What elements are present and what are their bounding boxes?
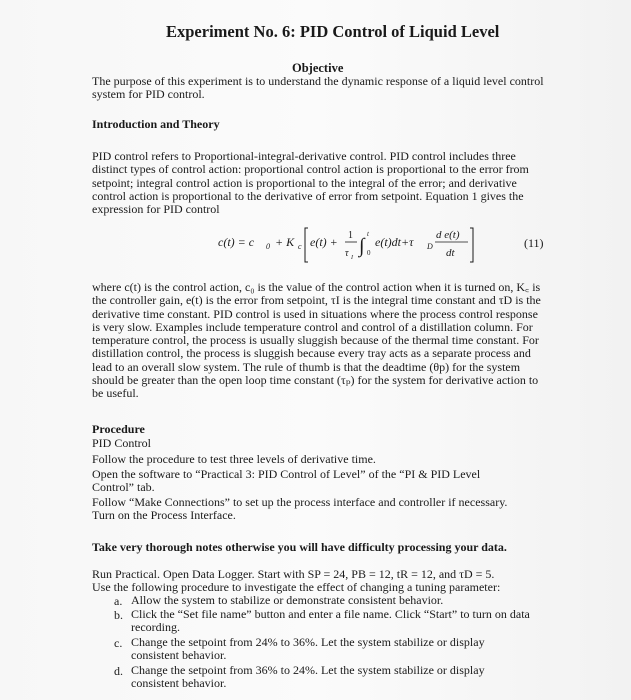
- where-text: where c(t) is the control action, c₀ is the value of the control action when it is turned on, K꜀ is the controller gain, e(t) is the error from setpoint, τI is the integral time constant and τD is the derivative time constant. PID control is used in situations where the process control response is very slow. Examples include temperature control and control of a distillation column. For temperature control, the process is usually sluggish because of the thermal time constant. For distillation control, the process is sluggish because every tray acts as a separate process and lead to an overall slow system. The rule of thumb is that the deadtime (θp) for the system should be greater than the open loop time constant (τₚ) for the system for derivative action to be useful.: [92, 280, 541, 401]
- eq-right-bracket: [470, 228, 473, 262]
- list-marker: b.: [114, 608, 123, 622]
- eq-int-lower: 0: [367, 249, 371, 257]
- list-marker: a.: [114, 594, 123, 608]
- intro-text: PID control refers to Proportional-integral-derivative control. PID control includes three distinct types of control action: proportional control action is proportional to the error from setpoint; integral control action is proportional to the integral of the error; and derivative control action is proportional to the derivative of error from setpoint. Equation 1 gives the expression for PID control: [92, 149, 529, 217]
- procedure-subheading: PID Control: [92, 436, 152, 450]
- eq-deriv-den: dt: [446, 247, 455, 259]
- list-item: Change the setpoint from 36% to 24%. Let the system stabilize or display consistent behavior.: [131, 663, 485, 691]
- eq-int-upper: t: [367, 230, 369, 238]
- run-line-2: Use the following procedure to investigate the effect of changing a tuning parameter:: [92, 580, 501, 594]
- eq-deriv-num: d e(t): [436, 229, 460, 241]
- eq-left-bracket: [305, 228, 308, 262]
- eq-integral-sign: ∫: [359, 235, 365, 257]
- equation-number: (11): [524, 236, 544, 250]
- list-item: Allow the system to stabilize or demonstrate consistent behavior.: [131, 593, 444, 607]
- list-item: Change the setpoint from 24% to 36%. Let the system stabilize or display consistent behavior.: [131, 635, 485, 663]
- eq-e-t: e(t) +: [310, 235, 338, 249]
- list-marker: c.: [114, 636, 123, 650]
- intro-heading: Introduction and Theory: [92, 117, 220, 131]
- eq-kc-sub: c: [298, 242, 302, 251]
- procedure-line-4: Turn on the Process Interface.: [92, 508, 236, 522]
- eq-integrand: e(t)dt+τ: [375, 235, 414, 249]
- procedure-line-2: Open the software to “Practical 3: PID Control of Level” of the “PI & PID Level: [92, 467, 481, 481]
- notes-warning: Take very thorough notes otherwise you will have difficulty processing your data.: [92, 540, 507, 554]
- eq-tau-i-sub: I: [351, 255, 353, 261]
- eq-c0-sub: 0: [266, 242, 270, 251]
- objective-text: The purpose of this experiment is to understand the dynamic response of a liquid level control system for PID control.: [92, 74, 544, 102]
- objective-heading: Objective: [292, 61, 344, 75]
- eq-tau-d-sub: D: [427, 242, 433, 251]
- procedure-line-2b: Control” tab.: [92, 480, 155, 494]
- procedure-heading: Procedure: [92, 422, 145, 436]
- eq-plus-k: + K: [275, 235, 295, 249]
- procedure-line-3: Follow “Make Connections” to set up the process interface and controller if necessary.: [92, 495, 508, 509]
- list-item: Click the “Set file name” button and enter a file name. Click “Start” to turn on data recording.: [131, 607, 530, 635]
- eq-tau-i: τ: [345, 248, 349, 259]
- list-marker: d.: [114, 664, 123, 678]
- pid-equation: [200, 222, 500, 266]
- eq-frac-one: 1: [348, 230, 353, 241]
- eq-lhs: c(t) = c: [218, 235, 255, 249]
- procedure-line-1: Follow the procedure to test three levels of derivative time.: [92, 452, 376, 466]
- page-title: Experiment No. 6: PID Control of Liquid Level: [166, 22, 500, 41]
- run-line-1: Run Practical. Open Data Logger. Start with SP = 24, PB = 12, tR = 12, and τD = 5.: [92, 567, 495, 581]
